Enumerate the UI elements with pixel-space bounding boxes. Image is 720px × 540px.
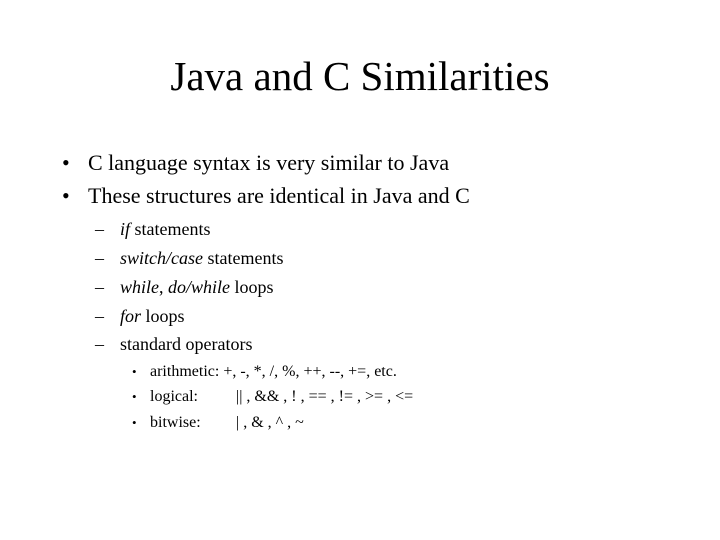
keyword-text: while [120,277,159,297]
sub-bullet-item [95,304,185,328]
operator-item [132,412,304,434]
bullet-icon: • [62,183,70,208]
operator-value: +, -, *, /, %, ++, --, +=, etc. [223,363,397,380]
bullet-icon: • [132,389,137,404]
bullet-text: C language syntax is very similar to Java [88,150,450,175]
dash-icon: – [95,219,104,239]
bullet-item [62,181,470,211]
operator-item [132,386,413,408]
operator-label: logical: [150,388,198,405]
bullet-icon: • [132,364,137,379]
operator-value: || , && , ! , == , != , >= , <= [236,388,414,405]
slide-title: Java and C Similarities [170,53,550,99]
sub-bullet-item [95,217,211,241]
sub-bullet-text: statements [130,219,211,239]
bullet-icon: • [132,415,137,430]
sub-bullet-item [95,246,283,270]
dash-icon: – [95,248,104,268]
sub-bullet-text: standard operators [120,334,253,354]
sub-bullet-item [95,275,274,299]
operator-text [150,363,397,380]
dash-icon: – [95,334,104,354]
bullet-item [62,148,449,178]
keyword-text: switch/case [120,248,203,268]
keyword-text: for [120,306,142,326]
sub-bullet-item [95,332,252,356]
sub-bullet-text: loops [141,306,185,326]
keyword-text: if [120,219,131,239]
operator-value: | , & , ^ , ~ [236,414,304,431]
sub-bullet-text: statements [203,248,284,268]
keyword-text: do/while [168,277,230,297]
operator-label: arithmetic: [150,363,220,380]
operator-item [132,361,397,383]
bullet-text: These structures are identical in Java and C [88,183,470,208]
bullet-icon: • [62,150,70,175]
operator-label: bitwise: [150,414,201,431]
dash-icon: – [95,277,104,297]
dash-icon: – [95,306,104,326]
sub-bullet-text: loops [230,277,274,297]
separator-text: , [159,277,168,297]
